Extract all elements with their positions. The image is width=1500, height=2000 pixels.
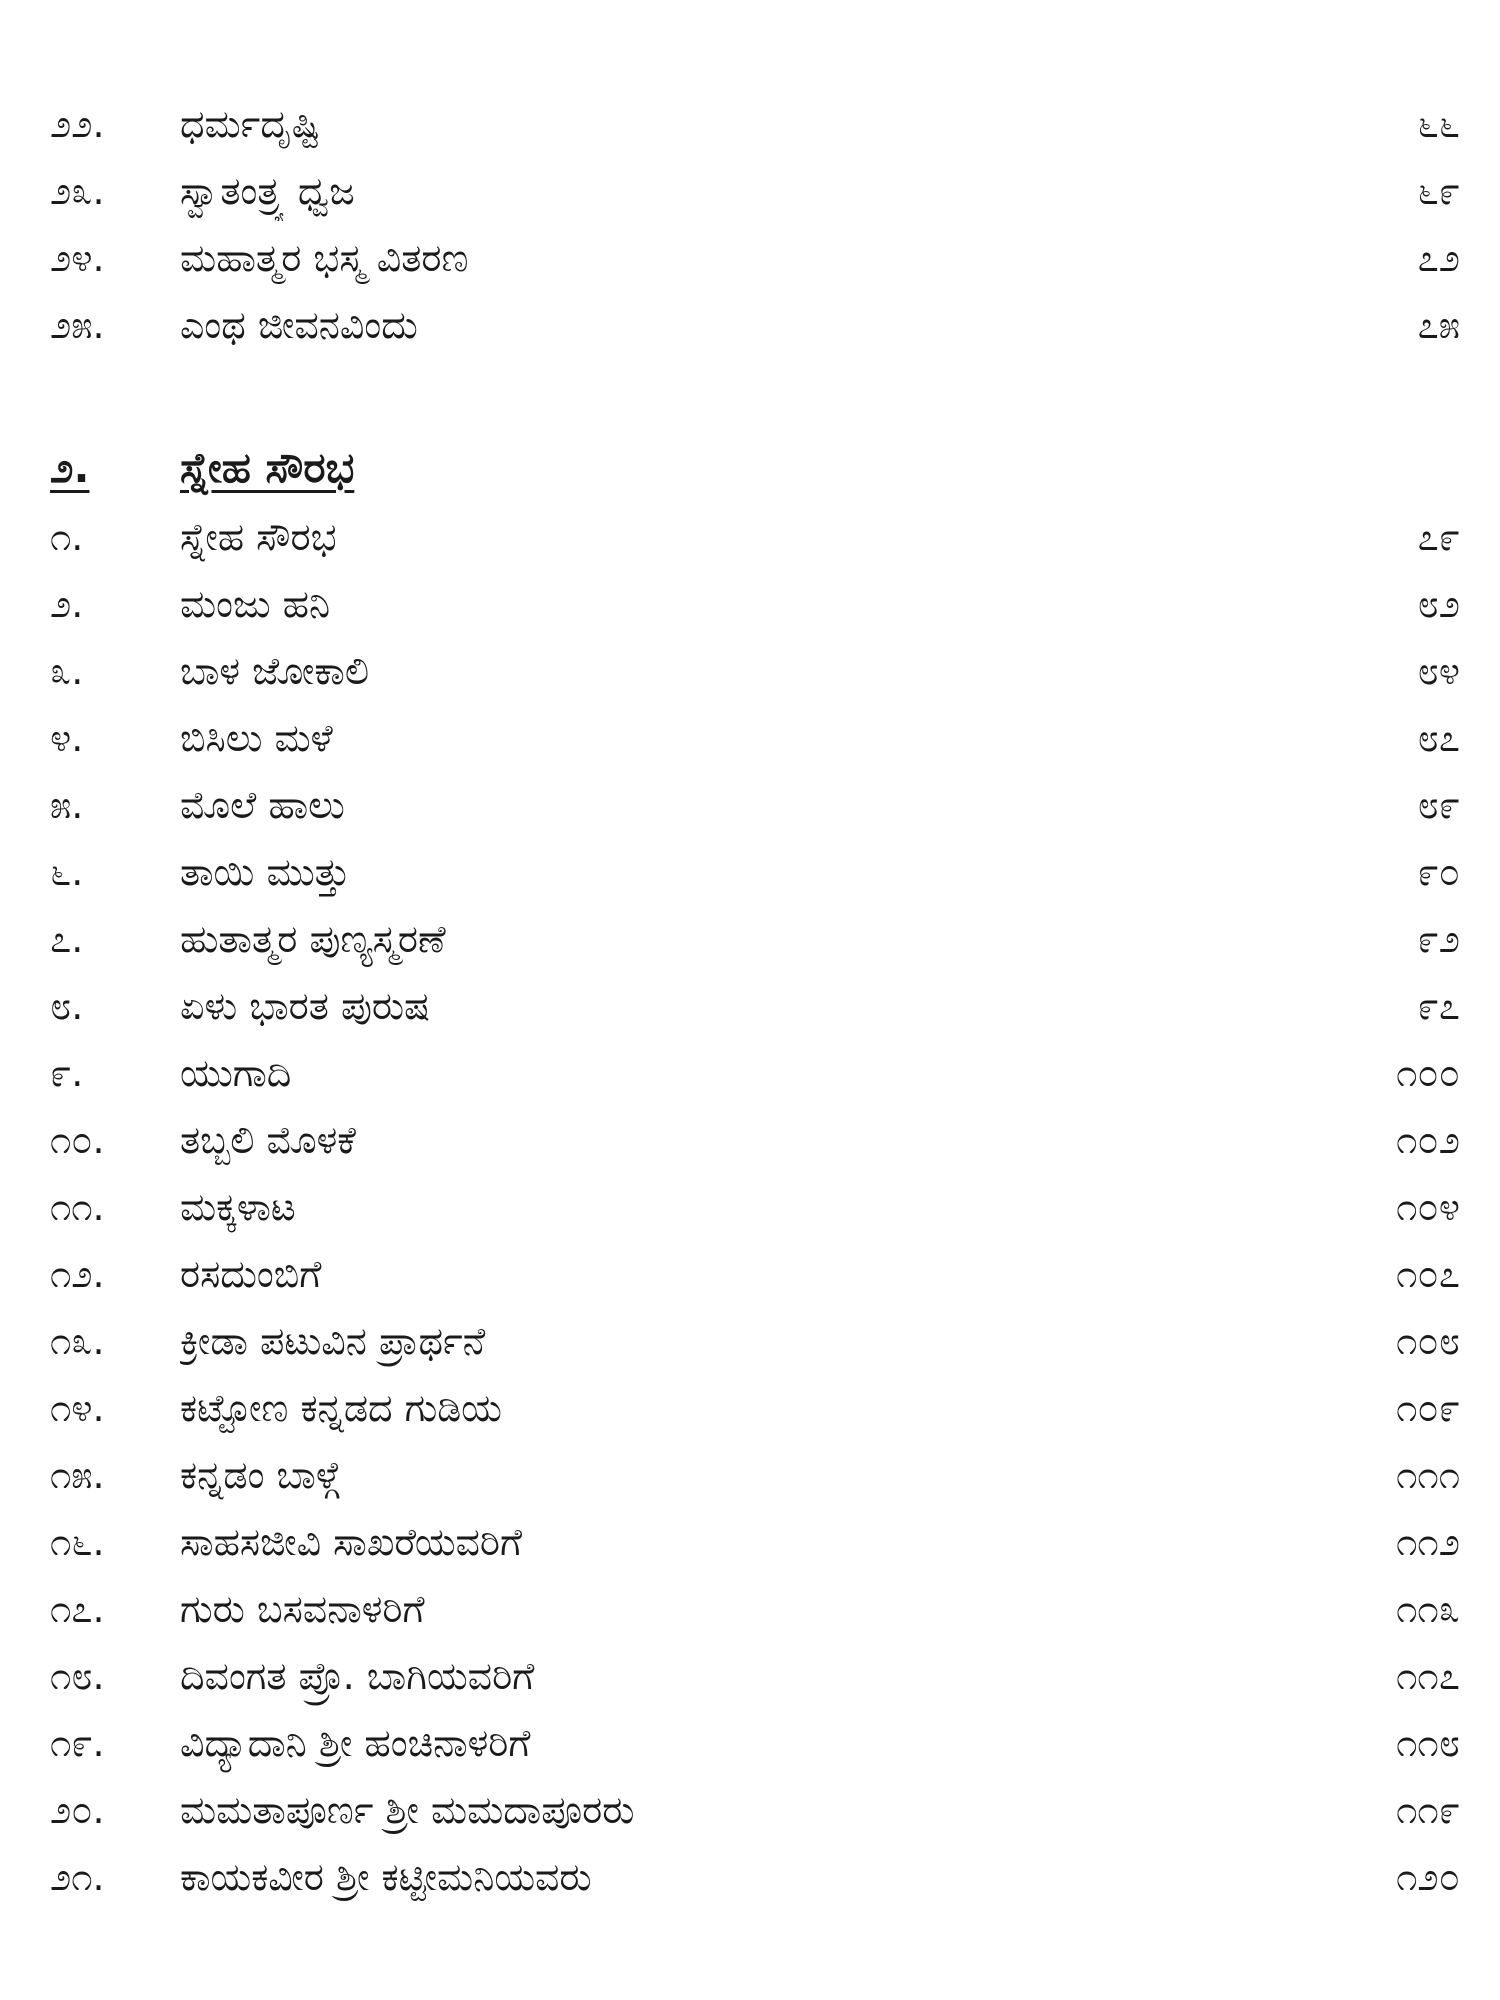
toc-entry <box>0 641 1500 701</box>
entry-title: ದಿವಂಗತ ಪ್ರೊ. ಬಾಗಿಯವರಿಗೆ <box>180 1654 535 1698</box>
entry-title: ಬಾಳ ಜೋಕಾಲಿ <box>180 649 370 693</box>
entry-title: ಕಟ್ಟೋಣ ಕನ್ನಡದ ಗುಡಿಯ <box>180 1386 502 1430</box>
toc-entry <box>0 1646 1500 1706</box>
entry-title: ಮಮತಾಪೂರ್ಣ ಶ್ರೀ ಮಮದಾಪೂರರು <box>180 1788 635 1832</box>
entry-title: ಕನ್ನಡಂ ಬಾಳ್ಗೆ <box>180 1453 341 1497</box>
entry-page-number: ೭೨ <box>1417 236 1460 280</box>
toc-entry <box>0 1713 1500 1773</box>
entry-title: ಬಿಸಿಲು ಮಳೆ <box>180 716 333 760</box>
toc-entry <box>0 228 1500 288</box>
toc-entry <box>0 1110 1500 1170</box>
entry-title: ಎಂಥ ಜೀವನವಿಂದು <box>180 303 418 347</box>
toc-entry <box>0 1378 1500 1438</box>
entry-page-number: ೯೦ <box>1417 850 1460 894</box>
entry-page-number: ೧೦೯ <box>1396 1386 1460 1430</box>
entry-number: ೨೩. <box>50 169 105 213</box>
entry-title: ಸ್ವಾತಂತ್ರ್ಯ ಧ್ವಜ <box>180 169 355 213</box>
toc-entry <box>0 1177 1500 1237</box>
entry-title: ಏಳು ಭಾರತ ಪುರುಷ <box>180 984 430 1028</box>
toc-entry <box>0 1445 1500 1505</box>
entry-title: ತಾಯಿ ಮುತ್ತು <box>180 850 351 894</box>
entry-title: ಮಂಜು ಹನಿ <box>180 582 331 626</box>
entry-number: ೧೭. <box>50 1587 105 1631</box>
entry-page-number: ೧೧೨ <box>1396 1520 1460 1564</box>
entry-number: ೧೦. <box>50 1118 105 1162</box>
entry-number: ೧೧. <box>50 1185 105 1229</box>
section-heading <box>0 436 1500 500</box>
section-number: ೨. <box>50 443 90 492</box>
toc-entry <box>0 507 1500 567</box>
entry-page-number: ೧೦೦ <box>1396 1051 1460 1095</box>
toc-entry <box>0 842 1500 902</box>
entry-page-number: ೧೨೦ <box>1396 1855 1460 1899</box>
entry-title: ಯುಗಾದಿ <box>180 1051 292 1095</box>
entry-page-number: ೮೭ <box>1417 716 1460 760</box>
toc-entry <box>0 161 1500 221</box>
entry-number: ೧೯. <box>50 1721 105 1765</box>
entry-number: ೨೪. <box>50 236 105 280</box>
entry-number: ೨. <box>50 582 84 626</box>
entry-number: ೧೬. <box>50 1520 105 1564</box>
entry-number: ೯. <box>50 1051 84 1095</box>
entry-number: ೨೨. <box>50 102 105 146</box>
entry-title: ಧರ್ಮದೃಷ್ಟಿ <box>180 102 321 146</box>
entry-number: ೬. <box>50 850 84 894</box>
entry-number: ೪. <box>50 716 84 760</box>
entry-number: ೧. <box>50 515 84 559</box>
entry-number: ೨೧. <box>50 1855 105 1899</box>
entry-title: ಮಹಾತ್ಮರ ಭಸ್ಮ ವಿತರಣ <box>180 236 469 280</box>
entry-page-number: ೮೨ <box>1417 582 1460 626</box>
entry-page-number: ೭೯ <box>1417 515 1460 559</box>
entry-page-number: ೭೫ <box>1417 303 1460 347</box>
entry-number: ೨೫. <box>50 303 105 347</box>
entry-page-number: ೧೦೨ <box>1396 1118 1460 1162</box>
entry-title: ಕ್ರೀಡಾ ಪಟುವಿನ ಪ್ರಾರ್ಥನೆ <box>180 1319 486 1363</box>
entry-page-number: ೧೧೩ <box>1396 1587 1460 1631</box>
entry-page-number: ೧೧೮ <box>1396 1721 1460 1765</box>
toc-entry <box>0 1043 1500 1103</box>
entry-title: ರಸದುಂಬಿಗೆ <box>180 1252 322 1296</box>
entry-number: ೧೫. <box>50 1453 105 1497</box>
entry-page-number: ೬೬ <box>1417 102 1460 146</box>
toc-entry <box>0 1780 1500 1840</box>
entry-title: ಮೊಲೆ ಹಾಲು <box>180 783 345 827</box>
entry-number: ೧೮. <box>50 1654 105 1698</box>
entry-number: ೮. <box>50 984 84 1028</box>
entry-page-number: ೧೧೧ <box>1396 1453 1460 1497</box>
entry-number: ೨೦. <box>50 1788 105 1832</box>
entry-number: ೩. <box>50 649 84 693</box>
toc-entry <box>0 1244 1500 1304</box>
toc-entry <box>0 295 1500 355</box>
toc-entry <box>0 775 1500 835</box>
entry-title: ಸಾಹಸಜೀವಿ ಸಾಖರೆಯವರಿಗೆ <box>180 1520 523 1564</box>
entry-page-number: ೧೦೭ <box>1396 1252 1460 1296</box>
entry-number: ೧೨. <box>50 1252 105 1296</box>
toc-entry <box>0 1847 1500 1907</box>
entry-page-number: ೮೪ <box>1417 649 1460 693</box>
toc-entry <box>0 909 1500 969</box>
toc-entry <box>0 94 1500 154</box>
entry-title: ಕಾಯಕವೀರ ಶ್ರೀ ಕಟ್ಟೀಮನಿಯವರು <box>180 1855 592 1899</box>
entry-title: ಸ್ನೇಹ ಸೌರಭ <box>180 515 337 559</box>
entry-page-number: ೬೯ <box>1417 169 1460 213</box>
toc-entry <box>0 708 1500 768</box>
entry-title: ಗುರು ಬಸವನಾಳರಿಗೆ <box>180 1587 425 1631</box>
entry-page-number: ೮೯ <box>1417 783 1460 827</box>
entry-number: ೧೪. <box>50 1386 105 1430</box>
entry-page-number: ೧೦೪ <box>1396 1185 1460 1229</box>
entry-title: ತಬ್ಬಲಿ ಮೊಳಕೆ <box>180 1118 356 1162</box>
entry-page-number: ೯೭ <box>1417 984 1460 1028</box>
entry-page-number: ೯೨ <box>1417 917 1460 961</box>
entry-title: ಮಕ್ಕಳಾಟ <box>180 1185 296 1229</box>
entry-page-number: ೧೦೮ <box>1396 1319 1460 1363</box>
entry-number: ೭. <box>50 917 84 961</box>
toc-entry <box>0 1512 1500 1572</box>
toc-entry <box>0 574 1500 634</box>
toc-entry <box>0 1311 1500 1371</box>
toc-entry <box>0 976 1500 1036</box>
entry-page-number: ೧೧೯ <box>1396 1788 1460 1832</box>
entry-number: ೧೩. <box>50 1319 105 1363</box>
toc-entry <box>0 1579 1500 1639</box>
entry-title: ಹುತಾತ್ಮರ ಪುಣ್ಯಸ್ಮರಣೆ <box>180 917 446 961</box>
entry-number: ೫. <box>50 783 84 827</box>
entry-title: ವಿದ್ಯಾದಾನಿ ಶ್ರೀ ಹಂಚಿನಾಳರಿಗೆ <box>180 1721 531 1765</box>
entry-page-number: ೧೧೭ <box>1396 1654 1460 1698</box>
section-title: ಸ್ನೇಹ ಸೌರಭ <box>180 443 355 492</box>
